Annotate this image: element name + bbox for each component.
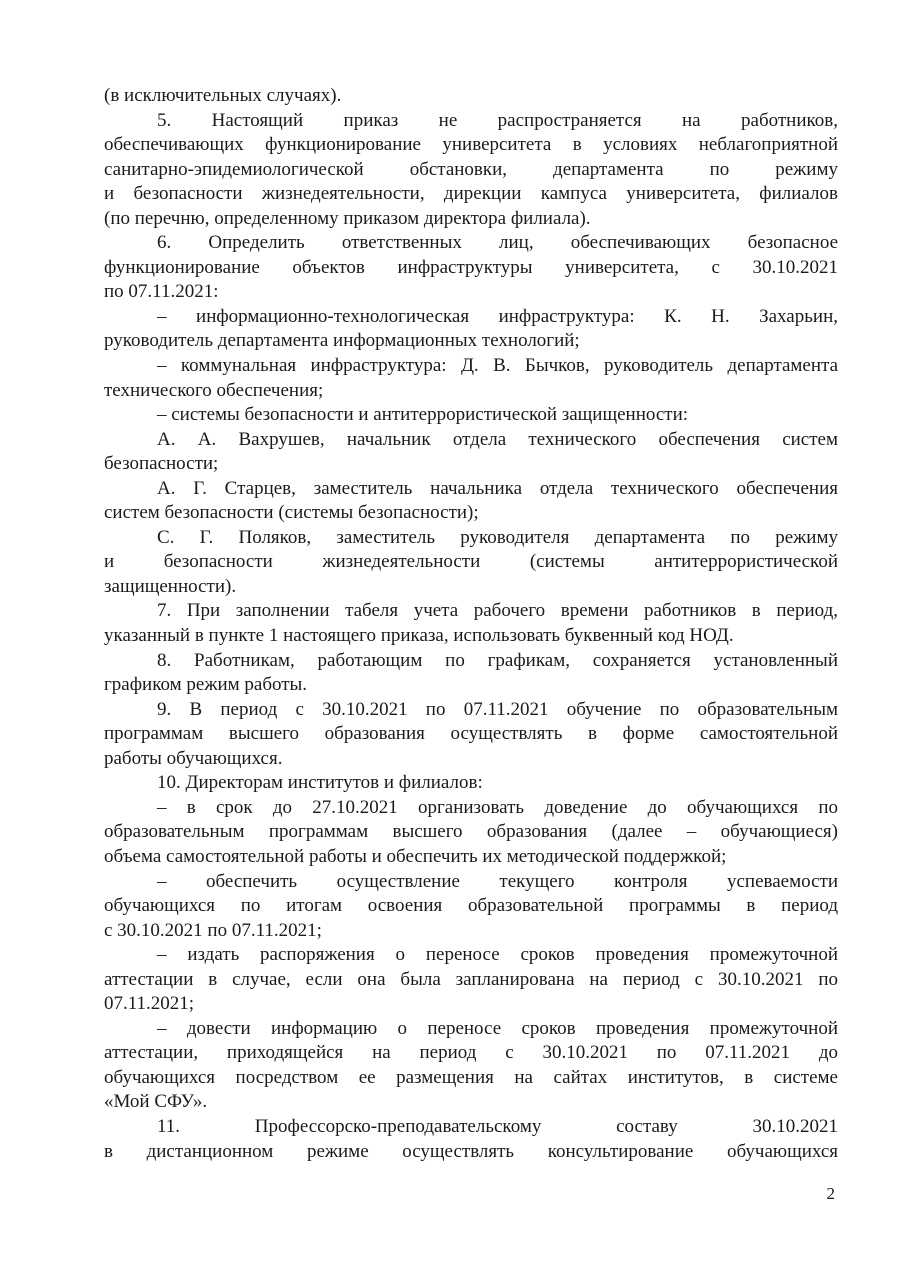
document-line: функционирование объектов инфраструктуры университета, с 30.10.2021 bbox=[104, 256, 838, 278]
document-line: С. Г. Поляков, заместитель руководителя департамента по режиму bbox=[157, 526, 838, 548]
document-line: в дистанционном режиме осуществлять консультирование обучающихся bbox=[104, 1140, 838, 1162]
document-line: графиком режим работы. bbox=[104, 674, 308, 696]
document-line: А. Г. Старцев, заместитель начальника отдела технического обеспечения bbox=[157, 477, 838, 499]
document-line: образовательным программам высшего образования (далее – обучающиеся) bbox=[104, 821, 838, 843]
page-number: 2 bbox=[826, 1184, 835, 1203]
document-line: – довести информацию о переносе сроков проведения промежуточной bbox=[157, 1017, 838, 1039]
document-line: безопасности; bbox=[104, 453, 219, 475]
document-line: руководитель департамента информационных технологий; bbox=[104, 330, 580, 352]
document-line: систем безопасности (системы безопасности); bbox=[104, 502, 479, 524]
document-line: 07.11.2021; bbox=[104, 993, 195, 1015]
document-line: 5. Настоящий приказ не распространяется на работников, bbox=[157, 109, 838, 131]
document-line: и безопасности жизнедеятельности, дирекции кампуса университета, филиалов bbox=[104, 183, 838, 205]
document-line: «Мой СФУ». bbox=[104, 1091, 208, 1113]
document-line: – обеспечить осуществление текущего контроля успеваемости bbox=[157, 870, 838, 892]
document-line: защищенности). bbox=[104, 575, 237, 597]
document-line: аттестации в случае, если она была запланирована на период с 30.10.2021 по bbox=[104, 968, 838, 990]
document-line: – в срок до 27.10.2021 организовать доведение до обучающихся по bbox=[157, 796, 838, 818]
document-line: по 07.11.2021: bbox=[104, 281, 219, 303]
document-line: санитарно-эпидемиологической обстановки, департамента по режиму bbox=[104, 158, 838, 180]
document-line: – коммунальная инфраструктура: Д. В. Бычков, руководитель департамента bbox=[157, 355, 838, 377]
document-line: 8. Работникам, работающим по графикам, сохраняется установленный bbox=[157, 649, 838, 671]
document-line: 11. Профессорско-преподавательскому составу 30.10.2021 bbox=[157, 1115, 838, 1137]
document-line: 9. В период с 30.10.2021 по 07.11.2021 обучение по образовательным bbox=[157, 698, 838, 720]
document-line: – издать распоряжения о переносе сроков проведения промежуточной bbox=[157, 944, 838, 966]
document-line: – системы безопасности и антитеррористической защищенности: bbox=[157, 404, 689, 426]
document-line: указанный в пункте 1 настоящего приказа, использовать буквенный код НОД. bbox=[104, 625, 734, 647]
document-line: 10. Директорам институтов и филиалов: bbox=[157, 772, 483, 794]
document-line: с 30.10.2021 по 07.11.2021; bbox=[104, 919, 322, 941]
document-line: и безопасности жизнедеятельности (системы антитеррористической bbox=[104, 551, 838, 573]
document-line: 7. При заполнении табеля учета рабочего времени работников в период, bbox=[157, 600, 838, 622]
document-line: обучающихся по итогам освоения образовательной программы в период bbox=[104, 895, 838, 917]
document-line: аттестации, приходящейся на период с 30.10.2021 по 07.11.2021 до bbox=[104, 1042, 838, 1064]
document-line: (по перечню, определенному приказом директора филиала). bbox=[104, 207, 591, 229]
document-line: работы обучающихся. bbox=[104, 747, 283, 769]
document-line: – информационно-технологическая инфраструктура: К. Н. Захарьин, bbox=[157, 305, 838, 327]
document-body bbox=[104, 84, 838, 1164]
document-line: А. А. Вахрушев, начальник отдела технического обеспечения систем bbox=[157, 428, 838, 450]
document-line: 6. Определить ответственных лиц, обеспечивающих безопасное bbox=[157, 232, 838, 254]
document-line: программам высшего образования осуществлять в форме самостоятельной bbox=[104, 723, 838, 745]
document-line: (в исключительных случаях). bbox=[104, 85, 342, 106]
document-line: обучающихся посредством ее размещения на сайтах институтов, в системе bbox=[104, 1066, 838, 1088]
document-line: объема самостоятельной работы и обеспечить их методической поддержкой; bbox=[104, 845, 727, 867]
document-line: обеспечивающих функционирование университета в условиях неблагоприятной bbox=[104, 134, 838, 156]
document-line: технического обеспечения; bbox=[104, 379, 324, 401]
